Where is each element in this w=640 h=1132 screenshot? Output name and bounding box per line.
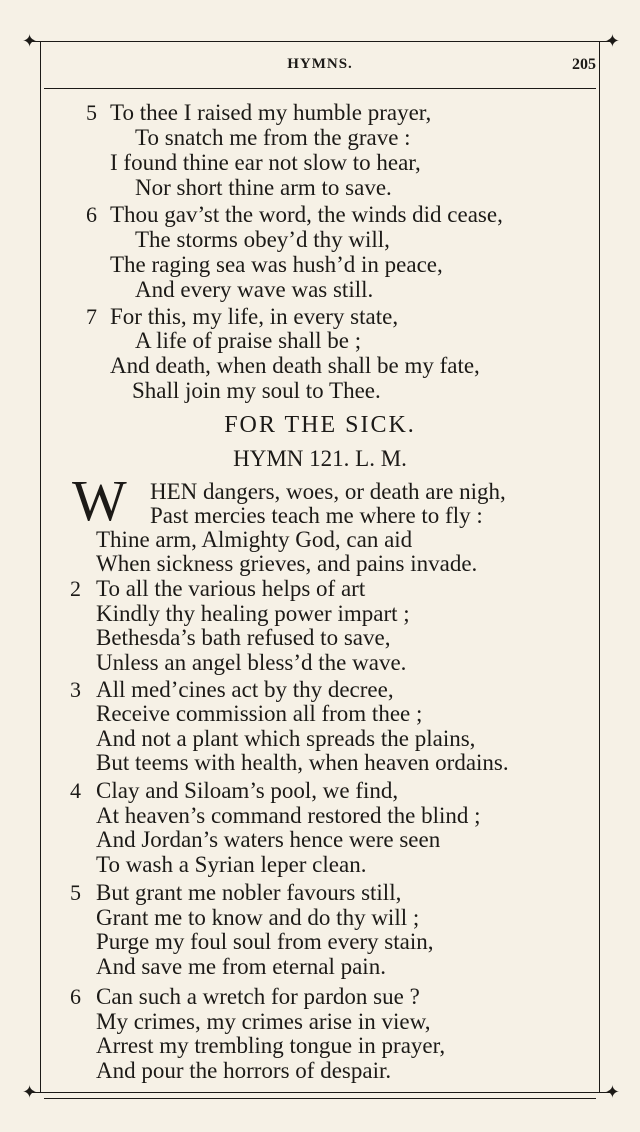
verse-line: Past mercies teach me where to fly :	[150, 503, 483, 528]
verse-line: My crimes, my crimes arise in view,	[96, 1009, 431, 1034]
verse-line: HEN dangers, woes, or death are nigh,	[150, 479, 506, 504]
corner-ornament-bottom-right: ✦	[604, 1082, 620, 1102]
verse-number: 6	[70, 984, 81, 1009]
verse-number: 5	[70, 880, 81, 905]
verse-line: A life of praise shall be ;	[135, 328, 362, 353]
verse-number: 3	[70, 677, 81, 702]
page-number: 205	[572, 56, 596, 73]
corner-ornament-bottom-left: ✦	[22, 1082, 38, 1102]
verse-number: 4	[70, 778, 81, 803]
verse-line: Can such a wretch for pardon sue ?	[96, 984, 420, 1009]
bottom-border-rule	[30, 1092, 610, 1093]
verse-line: To all the various helps of art	[96, 576, 366, 601]
verse-line: And not a plant which spreads the plains,	[96, 726, 476, 751]
verse-line: And every wave was still.	[135, 277, 374, 302]
verse-line: The raging sea was hush’d in peace,	[110, 252, 443, 277]
verse-line: Purge my foul soul from every stain,	[96, 929, 434, 954]
verse-line: Clay and Siloam’s pool, we find,	[96, 778, 399, 803]
bottom-inner-rule	[44, 1098, 596, 1099]
verse-line: To snatch me from the grave :	[135, 125, 411, 150]
corner-ornament-top-right: ✦	[604, 31, 620, 51]
verse-line: Grant me to know and do thy will ;	[96, 905, 420, 930]
verse-line: Bethesda’s bath refused to save,	[96, 625, 391, 650]
verse-line: But grant me nobler favours still,	[96, 880, 402, 905]
verse-line: For this, my life, in every state,	[110, 304, 399, 329]
drop-cap-letter: W	[72, 468, 127, 533]
verse-line: Shall join my soul to Thee.	[132, 378, 381, 403]
running-header-title: HYMNS.	[287, 56, 353, 72]
section-heading: FOR THE SICK.	[224, 412, 416, 438]
verse-line: And Jordan’s waters hence were seen	[96, 827, 441, 852]
top-border-rule	[30, 41, 610, 42]
corner-ornament-top-left: ✦	[22, 31, 38, 51]
verse-line: Thou gav’st the word, the winds did cease,	[110, 202, 503, 227]
verse-line: Kindly thy healing power impart ;	[96, 601, 410, 626]
verse-line: Thine arm, Almighty God, can aid	[96, 527, 413, 552]
verse-number: 2	[70, 576, 81, 601]
verse-line: All med’cines act by thy decree,	[96, 677, 394, 702]
header-underline-rule	[44, 88, 596, 89]
verse-line: Nor short thine arm to save.	[135, 175, 392, 200]
verse-line: And pour the horrors of despair.	[96, 1058, 392, 1083]
verse-line: Receive commission all from thee ;	[96, 701, 423, 726]
left-border-line	[40, 41, 41, 1092]
verse-line: I found thine ear not slow to hear,	[110, 150, 421, 175]
verse-number: 5	[86, 100, 97, 125]
verse-number: 7	[86, 304, 97, 329]
verse-line: Unless an angel bless’d the wave.	[96, 650, 407, 675]
hymn-heading: HYMN 121. L. M.	[233, 446, 407, 471]
verse-line: And save me from eternal pain.	[96, 954, 386, 979]
verse-line: At heaven’s command restored the blind ;	[96, 803, 481, 828]
verse-line: When sickness grieves, and pains invade.	[96, 551, 478, 576]
verse-line: Arrest my trembling tongue in prayer,	[96, 1033, 446, 1058]
verse-line: To wash a Syrian leper clean.	[96, 852, 367, 877]
verse-line: To thee I raised my humble prayer,	[110, 100, 432, 125]
verse-number: 6	[86, 202, 97, 227]
verse-line: And death, when death shall be my fate,	[110, 353, 480, 378]
verse-line: The storms obey’d thy will,	[135, 227, 390, 252]
right-border-line	[599, 41, 600, 1092]
verse-line: But teems with health, when heaven ordains.	[96, 750, 509, 775]
